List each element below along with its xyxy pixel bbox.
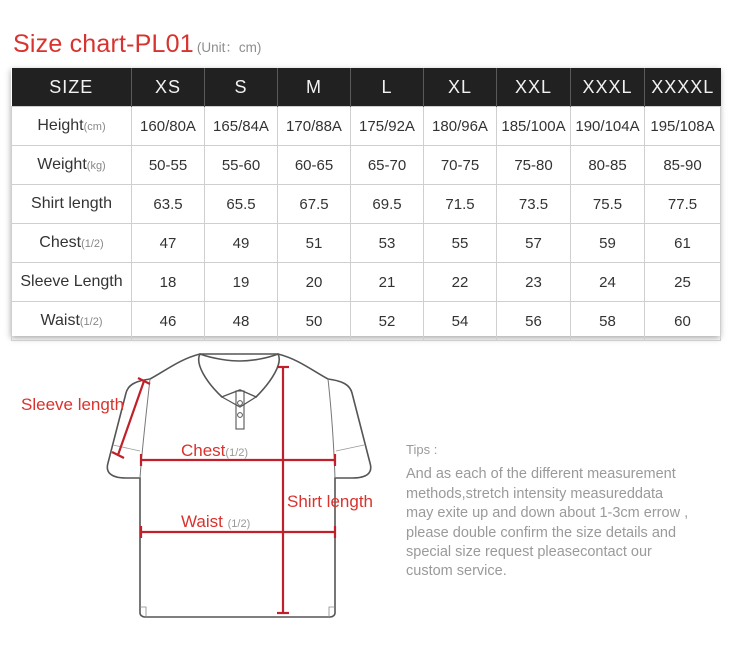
tips-line: methods,stretch intensity measureddata — [406, 485, 664, 502]
table-cell: 60-65 — [278, 146, 351, 185]
table-cell: 73.5 — [497, 185, 571, 224]
size-col-header: XXXL — [571, 68, 645, 107]
sleeve-length-label: Sleeve length — [21, 395, 125, 414]
table-cell: 25 — [645, 263, 721, 302]
table-cell: 63.5 — [132, 185, 205, 224]
table-cell: 21 — [351, 263, 424, 302]
row-label-unit: (cm) — [83, 121, 106, 133]
table-cell: 85-90 — [645, 146, 721, 185]
table-row — [12, 302, 721, 341]
size-col-header: M — [278, 68, 351, 107]
shirt-diagram — [0, 345, 420, 662]
table-cell: 50-55 — [132, 146, 205, 185]
tips-title: Tips : — [406, 442, 438, 457]
table-cell: 18 — [132, 263, 205, 302]
size-chart-title: Size chart-PL01 — [13, 30, 194, 58]
row-label-text: Weight — [37, 156, 87, 173]
table-cell: 75.5 — [571, 185, 645, 224]
table-cell: 65-70 — [351, 146, 424, 185]
table-cell: 57 — [497, 224, 571, 263]
chest-label — [181, 441, 248, 461]
page-title — [13, 30, 261, 59]
table-cell: 23 — [497, 263, 571, 302]
table-cell: 24 — [571, 263, 645, 302]
table-cell: 77.5 — [645, 185, 721, 224]
table-cell: 54 — [424, 302, 497, 341]
table-cell: 170/88A — [278, 107, 351, 146]
size-col-header: XXL — [497, 68, 571, 107]
size-header: SIZE — [12, 68, 132, 107]
size-col-header: XXXXL — [645, 68, 721, 107]
row-label-weight — [12, 146, 132, 185]
shirt-length-label: Shirt length — [287, 492, 373, 511]
waist-label-unit: (1/2) — [227, 518, 251, 530]
table-cell: 51 — [278, 224, 351, 263]
table-cell: 56 — [497, 302, 571, 341]
table-cell: 190/104A — [571, 107, 645, 146]
table-cell: 46 — [132, 302, 205, 341]
size-col-header: L — [351, 68, 424, 107]
table-cell: 160/80A — [132, 107, 205, 146]
table-header-row — [12, 68, 721, 107]
row-label-sleeve-length — [12, 263, 132, 302]
size-table — [11, 68, 720, 336]
table-cell: 65.5 — [205, 185, 278, 224]
tips-line: please double confirm the size details and — [406, 524, 677, 541]
table-cell: 80-85 — [571, 146, 645, 185]
table-cell: 22 — [424, 263, 497, 302]
table-row — [12, 146, 721, 185]
table-cell: 48 — [205, 302, 278, 341]
table-cell: 185/100A — [497, 107, 571, 146]
table-cell: 180/96A — [424, 107, 497, 146]
table-row — [12, 263, 721, 302]
chest-label-unit: (1/2) — [225, 447, 249, 459]
table-cell: 52 — [351, 302, 424, 341]
size-col-header: S — [205, 68, 278, 107]
tips-line: special size request pleasecontact our — [406, 544, 652, 561]
table-cell: 59 — [571, 224, 645, 263]
size-col-header: XS — [132, 68, 205, 107]
table-cell: 50 — [278, 302, 351, 341]
waist-label — [181, 512, 250, 532]
row-label-text: Height — [37, 117, 84, 134]
table-cell: 69.5 — [351, 185, 424, 224]
tips-line: And as each of the different measurement — [406, 466, 676, 483]
tips-line: may exite up and down about 1-3cm errow , — [406, 505, 689, 522]
table-cell: 165/84A — [205, 107, 278, 146]
table-cell: 19 — [205, 263, 278, 302]
table-cell: 61 — [645, 224, 721, 263]
table-row — [12, 224, 721, 263]
row-label-shirt-length — [12, 185, 132, 224]
table-cell: 49 — [205, 224, 278, 263]
row-label-waist — [12, 302, 132, 341]
row-label-text: Chest — [39, 234, 82, 251]
table-cell: 175/92A — [351, 107, 424, 146]
chest-label-text: Chest — [181, 441, 226, 460]
table-cell: 55-60 — [205, 146, 278, 185]
waist-label-text: Waist — [181, 512, 223, 531]
row-label-text: Sleeve Length — [20, 273, 123, 290]
table-row — [12, 185, 721, 224]
table-cell: 67.5 — [278, 185, 351, 224]
tips-line: custom service. — [406, 563, 507, 580]
table-row — [12, 107, 721, 146]
tips-block — [406, 440, 726, 582]
table-cell: 70-75 — [424, 146, 497, 185]
table-cell: 55 — [424, 224, 497, 263]
table-cell: 20 — [278, 263, 351, 302]
row-label-chest — [12, 224, 132, 263]
row-label-height — [12, 107, 132, 146]
row-label-text: Shirt length — [31, 195, 112, 212]
table-cell: 71.5 — [424, 185, 497, 224]
row-label-unit: (1/2) — [81, 238, 104, 250]
table-cell: 53 — [351, 224, 424, 263]
size-col-header: XL — [424, 68, 497, 107]
table-cell: 60 — [645, 302, 721, 341]
row-label-unit: (1/2) — [79, 316, 103, 328]
unit-note: (Unit：cm) — [196, 40, 262, 55]
table-cell: 58 — [571, 302, 645, 341]
table-cell: 47 — [132, 224, 205, 263]
table-cell: 75-80 — [497, 146, 571, 185]
table-cell: 195/108A — [645, 107, 721, 146]
row-label-text: Waist — [40, 312, 80, 329]
row-label-unit: (kg) — [86, 160, 106, 172]
